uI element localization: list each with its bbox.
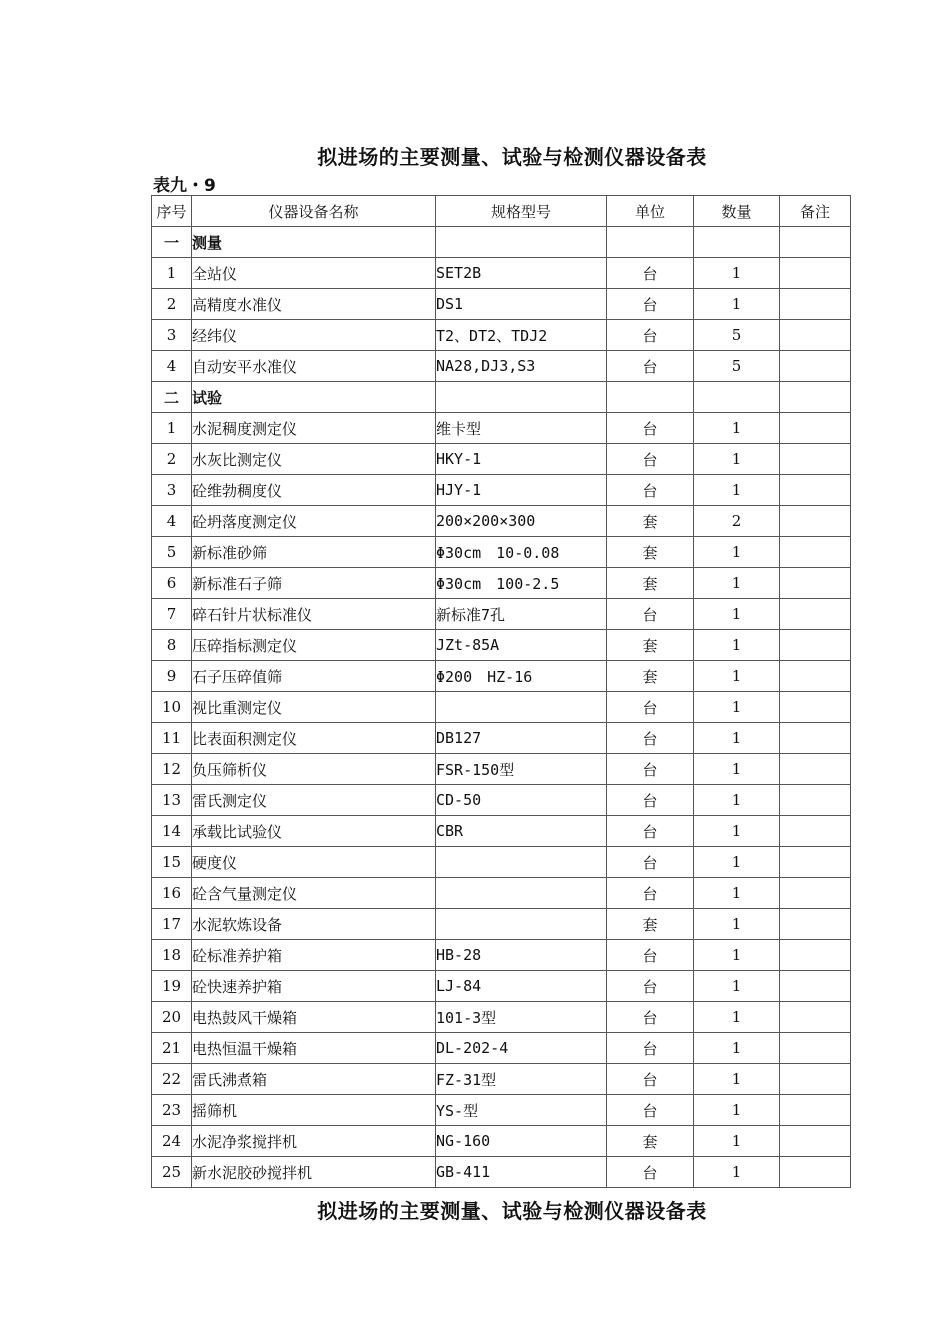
table-row bbox=[152, 630, 851, 661]
equipment-name-cell: 全站仪 bbox=[192, 258, 436, 289]
spec-model-cell bbox=[436, 692, 607, 723]
section-row bbox=[152, 382, 851, 413]
row-number-cell: 16 bbox=[152, 878, 192, 909]
quantity-cell: 1 bbox=[694, 258, 780, 289]
spec-model-cell: HKY-1 bbox=[436, 444, 607, 475]
unit-cell: 台 bbox=[607, 1095, 694, 1126]
equipment-name-cell: 试验 bbox=[192, 382, 436, 413]
equipment-name-cell: 承载比试验仪 bbox=[192, 816, 436, 847]
column-header-spec: 规格型号 bbox=[436, 196, 607, 227]
quantity-cell: 1 bbox=[694, 909, 780, 940]
equipment-name-cell: 砼快速养护箱 bbox=[192, 971, 436, 1002]
quantity-cell: 1 bbox=[694, 568, 780, 599]
spec-model-cell: Φ200 HZ-16 bbox=[436, 661, 607, 692]
remark-cell bbox=[780, 599, 851, 630]
unit-cell bbox=[607, 382, 694, 413]
unit-cell: 台 bbox=[607, 351, 694, 382]
remark-cell bbox=[780, 1095, 851, 1126]
row-number-cell: 10 bbox=[152, 692, 192, 723]
table-row bbox=[152, 413, 851, 444]
unit-cell: 台 bbox=[607, 475, 694, 506]
table-row bbox=[152, 506, 851, 537]
row-number-cell: 2 bbox=[152, 444, 192, 475]
quantity-cell: 1 bbox=[694, 661, 780, 692]
equipment-name-cell: 新标准石子筛 bbox=[192, 568, 436, 599]
table-row bbox=[152, 754, 851, 785]
row-number-cell: 4 bbox=[152, 506, 192, 537]
equipment-name-cell: 雷氏测定仪 bbox=[192, 785, 436, 816]
table-row bbox=[152, 692, 851, 723]
quantity-cell bbox=[694, 227, 780, 258]
unit-cell: 台 bbox=[607, 754, 694, 785]
remark-cell bbox=[780, 382, 851, 413]
quantity-cell: 1 bbox=[694, 1064, 780, 1095]
quantity-cell: 5 bbox=[694, 351, 780, 382]
table-row bbox=[152, 909, 851, 940]
table-row bbox=[152, 847, 851, 878]
remark-cell bbox=[780, 413, 851, 444]
row-number-cell: 3 bbox=[152, 320, 192, 351]
table-row bbox=[152, 289, 851, 320]
remark-cell bbox=[780, 1126, 851, 1157]
row-number-cell: 3 bbox=[152, 475, 192, 506]
spec-model-cell: Φ30cm 100-2.5 bbox=[436, 568, 607, 599]
unit-cell: 台 bbox=[607, 320, 694, 351]
equipment-name-cell: 新标准砂筛 bbox=[192, 537, 436, 568]
quantity-cell: 1 bbox=[694, 537, 780, 568]
quantity-cell: 1 bbox=[694, 754, 780, 785]
equipment-name-cell: 高精度水准仪 bbox=[192, 289, 436, 320]
remark-cell bbox=[780, 940, 851, 971]
equipment-name-cell: 视比重测定仪 bbox=[192, 692, 436, 723]
unit-cell: 台 bbox=[607, 971, 694, 1002]
remark-cell bbox=[780, 909, 851, 940]
remark-cell bbox=[780, 1157, 851, 1188]
spec-model-cell: SET2B bbox=[436, 258, 607, 289]
unit-cell: 台 bbox=[607, 940, 694, 971]
table-row bbox=[152, 1095, 851, 1126]
unit-cell: 套 bbox=[607, 1126, 694, 1157]
spec-model-cell: 维卡型 bbox=[436, 413, 607, 444]
table-row bbox=[152, 320, 851, 351]
unit-cell: 套 bbox=[607, 661, 694, 692]
spec-model-cell: HB-28 bbox=[436, 940, 607, 971]
quantity-cell: 1 bbox=[694, 1126, 780, 1157]
quantity-cell: 1 bbox=[694, 971, 780, 1002]
equipment-name-cell: 电热恒温干燥箱 bbox=[192, 1033, 436, 1064]
table-row bbox=[152, 940, 851, 971]
quantity-cell: 1 bbox=[694, 816, 780, 847]
row-number-cell: 11 bbox=[152, 723, 192, 754]
equipment-name-cell: 水泥净浆搅拌机 bbox=[192, 1126, 436, 1157]
unit-cell: 台 bbox=[607, 1002, 694, 1033]
remark-cell bbox=[780, 568, 851, 599]
row-number-cell: 22 bbox=[152, 1064, 192, 1095]
row-number-cell: 6 bbox=[152, 568, 192, 599]
unit-cell: 套 bbox=[607, 506, 694, 537]
row-number-cell: 20 bbox=[152, 1002, 192, 1033]
quantity-cell: 1 bbox=[694, 847, 780, 878]
row-number-cell: 5 bbox=[152, 537, 192, 568]
quantity-cell: 1 bbox=[694, 940, 780, 971]
equipment-name-cell: 雷氏沸煮箱 bbox=[192, 1064, 436, 1095]
spec-model-cell: YS-型 bbox=[436, 1095, 607, 1126]
spec-model-cell: DB127 bbox=[436, 723, 607, 754]
spec-model-cell bbox=[436, 382, 607, 413]
spec-model-cell: HJY-1 bbox=[436, 475, 607, 506]
quantity-cell: 1 bbox=[694, 1033, 780, 1064]
remark-cell bbox=[780, 816, 851, 847]
equipment-name-cell: 水灰比测定仪 bbox=[192, 444, 436, 475]
row-number-cell: 14 bbox=[152, 816, 192, 847]
equipment-name-cell: 石子压碎值筛 bbox=[192, 661, 436, 692]
spec-model-cell: Φ30cm 10-0.08 bbox=[436, 537, 607, 568]
unit-cell: 台 bbox=[607, 847, 694, 878]
row-number-cell: 18 bbox=[152, 940, 192, 971]
row-number-cell: 12 bbox=[152, 754, 192, 785]
remark-cell bbox=[780, 537, 851, 568]
unit-cell: 台 bbox=[607, 289, 694, 320]
unit-cell: 台 bbox=[607, 723, 694, 754]
remark-cell bbox=[780, 1002, 851, 1033]
spec-model-cell bbox=[436, 909, 607, 940]
table-row bbox=[152, 723, 851, 754]
quantity-cell: 1 bbox=[694, 475, 780, 506]
unit-cell: 台 bbox=[607, 816, 694, 847]
table-row bbox=[152, 475, 851, 506]
row-number-cell: 一 bbox=[152, 227, 192, 258]
equipment-name-cell: 新水泥胶砂搅拌机 bbox=[192, 1157, 436, 1188]
section-row bbox=[152, 227, 851, 258]
unit-cell: 台 bbox=[607, 413, 694, 444]
column-header-no: 序号 bbox=[152, 196, 192, 227]
table-row bbox=[152, 661, 851, 692]
row-number-cell: 2 bbox=[152, 289, 192, 320]
spec-model-cell: NA28,DJ3,S3 bbox=[436, 351, 607, 382]
row-number-cell: 24 bbox=[152, 1126, 192, 1157]
quantity-cell: 1 bbox=[694, 599, 780, 630]
quantity-cell: 1 bbox=[694, 692, 780, 723]
spec-model-cell: GB-411 bbox=[436, 1157, 607, 1188]
table-row bbox=[152, 785, 851, 816]
quantity-cell bbox=[694, 382, 780, 413]
equipment-name-cell: 经纬仪 bbox=[192, 320, 436, 351]
spec-model-cell bbox=[436, 227, 607, 258]
table-row bbox=[152, 351, 851, 382]
remark-cell bbox=[780, 506, 851, 537]
quantity-cell: 1 bbox=[694, 444, 780, 475]
table-row bbox=[152, 1126, 851, 1157]
equipment-name-cell: 硬度仪 bbox=[192, 847, 436, 878]
footer-title: 拟进场的主要测量、试验与检测仪器设备表 bbox=[317, 1199, 707, 1223]
equipment-name-cell: 自动安平水准仪 bbox=[192, 351, 436, 382]
equipment-name-cell: 水泥软炼设备 bbox=[192, 909, 436, 940]
spec-model-cell: 101-3型 bbox=[436, 1002, 607, 1033]
spec-model-cell: CD-50 bbox=[436, 785, 607, 816]
spec-model-cell bbox=[436, 878, 607, 909]
quantity-cell: 1 bbox=[694, 723, 780, 754]
row-number-cell: 7 bbox=[152, 599, 192, 630]
unit-cell: 台 bbox=[607, 444, 694, 475]
quantity-cell: 1 bbox=[694, 289, 780, 320]
spec-model-cell: NG-160 bbox=[436, 1126, 607, 1157]
quantity-cell: 1 bbox=[694, 413, 780, 444]
unit-cell: 台 bbox=[607, 1033, 694, 1064]
table-header-row bbox=[152, 196, 851, 227]
unit-cell: 套 bbox=[607, 909, 694, 940]
row-number-cell: 二 bbox=[152, 382, 192, 413]
equipment-name-cell: 电热鼓风干燥箱 bbox=[192, 1002, 436, 1033]
row-number-cell: 13 bbox=[152, 785, 192, 816]
unit-cell: 台 bbox=[607, 878, 694, 909]
equipment-name-cell: 砼含气量测定仪 bbox=[192, 878, 436, 909]
equipment-name-cell: 测量 bbox=[192, 227, 436, 258]
remark-cell bbox=[780, 351, 851, 382]
column-header-note: 备注 bbox=[780, 196, 851, 227]
table-number: 表九・9 bbox=[153, 176, 216, 196]
unit-cell: 台 bbox=[607, 599, 694, 630]
row-number-cell: 21 bbox=[152, 1033, 192, 1064]
remark-cell bbox=[780, 692, 851, 723]
table-row bbox=[152, 971, 851, 1002]
remark-cell bbox=[780, 475, 851, 506]
unit-cell: 台 bbox=[607, 1064, 694, 1095]
equipment-name-cell: 水泥稠度测定仪 bbox=[192, 413, 436, 444]
unit-cell: 台 bbox=[607, 785, 694, 816]
table-row bbox=[152, 816, 851, 847]
quantity-cell: 1 bbox=[694, 785, 780, 816]
quantity-cell: 5 bbox=[694, 320, 780, 351]
table-row bbox=[152, 1064, 851, 1095]
quantity-cell: 1 bbox=[694, 1157, 780, 1188]
table-row bbox=[152, 537, 851, 568]
table-row bbox=[152, 258, 851, 289]
quantity-cell: 1 bbox=[694, 630, 780, 661]
row-number-cell: 9 bbox=[152, 661, 192, 692]
quantity-cell: 1 bbox=[694, 1002, 780, 1033]
remark-cell bbox=[780, 754, 851, 785]
equipment-name-cell: 比表面积测定仪 bbox=[192, 723, 436, 754]
remark-cell bbox=[780, 971, 851, 1002]
spec-model-cell: 新标准7孔 bbox=[436, 599, 607, 630]
row-number-cell: 4 bbox=[152, 351, 192, 382]
remark-cell bbox=[780, 785, 851, 816]
unit-cell: 台 bbox=[607, 258, 694, 289]
quantity-cell: 1 bbox=[694, 878, 780, 909]
equipment-name-cell: 砼维勃稠度仪 bbox=[192, 475, 436, 506]
column-header-qty: 数量 bbox=[694, 196, 780, 227]
spec-model-cell: FZ-31型 bbox=[436, 1064, 607, 1095]
remark-cell bbox=[780, 1033, 851, 1064]
table-body bbox=[152, 227, 851, 1188]
table-row bbox=[152, 1033, 851, 1064]
remark-cell bbox=[780, 878, 851, 909]
row-number-cell: 1 bbox=[152, 413, 192, 444]
remark-cell bbox=[780, 723, 851, 754]
spec-model-cell: DL-202-4 bbox=[436, 1033, 607, 1064]
equipment-name-cell: 压碎指标测定仪 bbox=[192, 630, 436, 661]
unit-cell bbox=[607, 227, 694, 258]
spec-model-cell: JZt-85A bbox=[436, 630, 607, 661]
unit-cell: 套 bbox=[607, 630, 694, 661]
quantity-cell: 1 bbox=[694, 1095, 780, 1126]
quantity-cell: 2 bbox=[694, 506, 780, 537]
remark-cell bbox=[780, 630, 851, 661]
remark-cell bbox=[780, 227, 851, 258]
equipment-table bbox=[151, 195, 851, 1188]
spec-model-cell: CBR bbox=[436, 816, 607, 847]
unit-cell: 套 bbox=[607, 537, 694, 568]
remark-cell bbox=[780, 444, 851, 475]
unit-cell: 台 bbox=[607, 692, 694, 723]
remark-cell bbox=[780, 847, 851, 878]
row-number-cell: 25 bbox=[152, 1157, 192, 1188]
table-row bbox=[152, 568, 851, 599]
remark-cell bbox=[780, 661, 851, 692]
table-row bbox=[152, 1157, 851, 1188]
remark-cell bbox=[780, 1064, 851, 1095]
table-row bbox=[152, 1002, 851, 1033]
spec-model-cell: 200×200×300 bbox=[436, 506, 607, 537]
spec-model-cell: FSR-150型 bbox=[436, 754, 607, 785]
row-number-cell: 19 bbox=[152, 971, 192, 1002]
spec-model-cell bbox=[436, 847, 607, 878]
table-row bbox=[152, 599, 851, 630]
table-row bbox=[152, 444, 851, 475]
table-row bbox=[152, 878, 851, 909]
equipment-name-cell: 砼坍落度测定仪 bbox=[192, 506, 436, 537]
spec-model-cell: LJ-84 bbox=[436, 971, 607, 1002]
column-header-unit: 单位 bbox=[607, 196, 694, 227]
equipment-name-cell: 砼标准养护箱 bbox=[192, 940, 436, 971]
remark-cell bbox=[780, 320, 851, 351]
spec-model-cell: T2、DT2、TDJ2 bbox=[436, 320, 607, 351]
page-title: 拟进场的主要测量、试验与检测仪器设备表 bbox=[317, 145, 707, 169]
unit-cell: 套 bbox=[607, 568, 694, 599]
remark-cell bbox=[780, 289, 851, 320]
row-number-cell: 8 bbox=[152, 630, 192, 661]
equipment-name-cell: 碎石针片状标准仪 bbox=[192, 599, 436, 630]
row-number-cell: 23 bbox=[152, 1095, 192, 1126]
spec-model-cell: DS1 bbox=[436, 289, 607, 320]
row-number-cell: 15 bbox=[152, 847, 192, 878]
remark-cell bbox=[780, 258, 851, 289]
equipment-name-cell: 负压筛析仪 bbox=[192, 754, 436, 785]
column-header-name: 仪器设备名称 bbox=[192, 196, 436, 227]
unit-cell: 台 bbox=[607, 1157, 694, 1188]
row-number-cell: 1 bbox=[152, 258, 192, 289]
equipment-name-cell: 摇筛机 bbox=[192, 1095, 436, 1126]
row-number-cell: 17 bbox=[152, 909, 192, 940]
